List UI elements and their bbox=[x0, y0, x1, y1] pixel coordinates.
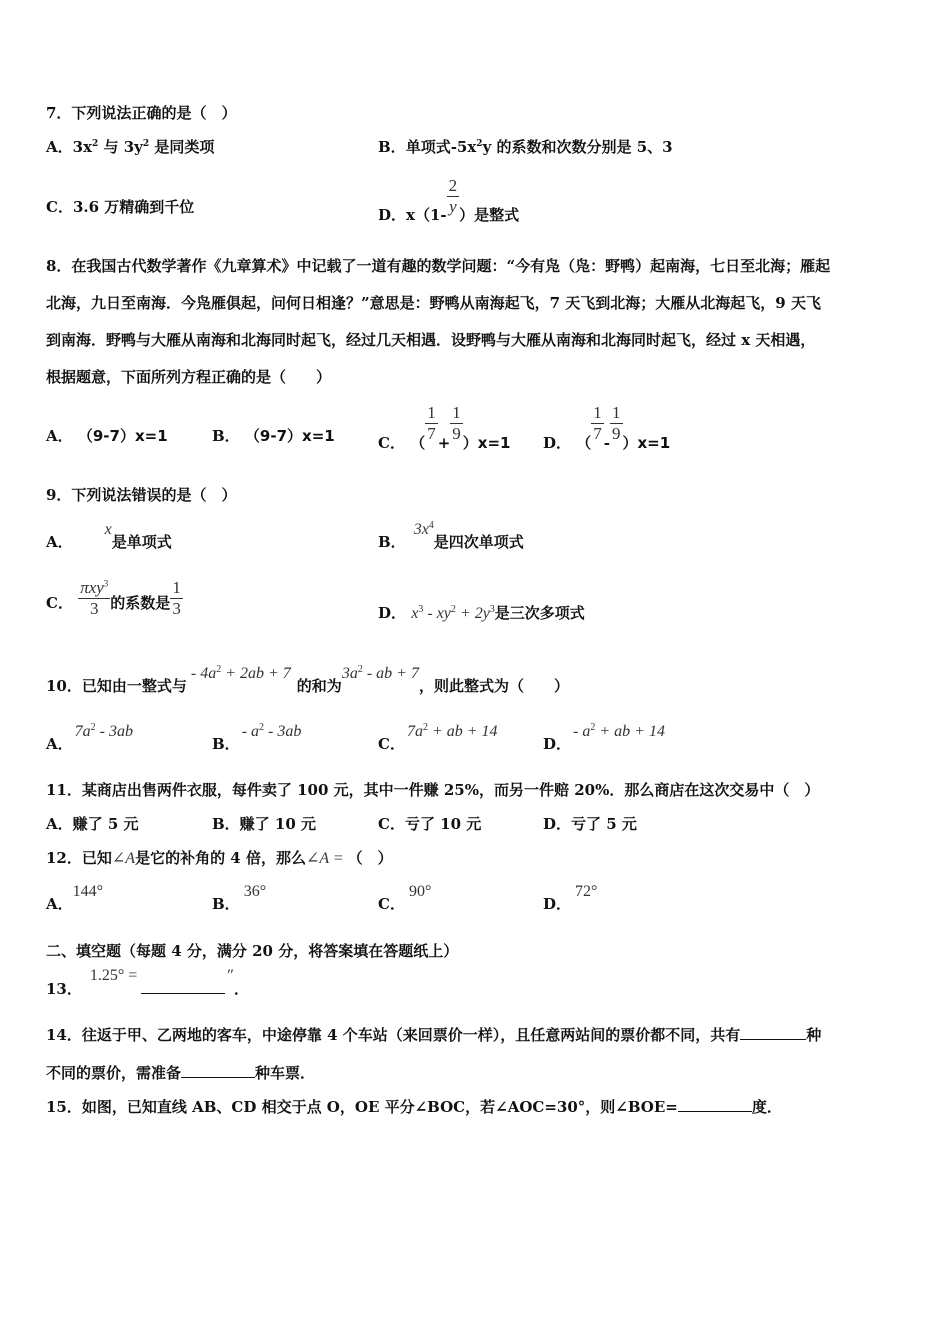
q14-line-1: 14．往返于甲、乙两地的客车，中途停靠 4 个车站（来回票价一样），且任意两站间的票价都不同，共有 种 bbox=[46, 1026, 822, 1044]
q8-line-2: 北海，九日至南海．今凫雁俱起，问何日相逢？”意思是：野鸭从南海起飞，7 天飞到北海；大雁从北海起飞，9 天飞 bbox=[46, 294, 821, 312]
q8-option-d: D． （ $\frac{1}{7}$ - $\frac{1}{9}$ ）x=1 bbox=[543, 403, 671, 453]
q11-option-a: A．赚了 5 元 bbox=[46, 815, 139, 833]
q12-option-b: B．36° bbox=[212, 883, 267, 913]
q9-option-c: C． $\frac{\pi xy^3}{3}$ 的系数是 $\frac{1}{3}$ bbox=[46, 578, 181, 618]
q11-option-b: B．赚了 10 元 bbox=[212, 815, 316, 833]
q11-option-c: C．亏了 10 元 bbox=[378, 815, 482, 833]
q8-option-c: C． （ $\frac{1}{7}$ + $\frac{1}{9}$ ）x=1 bbox=[378, 403, 511, 453]
q10-option-a: A．$7a^2 - 3ab$ bbox=[46, 722, 133, 753]
q12-option-d: D．72° bbox=[543, 883, 598, 913]
q10-option-d: D．- $a^2$ + ab + 14 bbox=[543, 722, 665, 753]
q8-line-4: 根据题意，下面所列方程正确的是（ ） bbox=[46, 368, 332, 386]
q11-option-d: D．亏了 5 元 bbox=[543, 815, 637, 833]
q9-stem: 9．下列说法错误的是（ ） bbox=[46, 486, 237, 504]
q15: 15．如图，已知直线 AB、CD 相交于点 O，OE 平分∠BOC，若∠AOC=30°，则∠BOE= 度． bbox=[46, 1098, 782, 1116]
answer-blank[interactable] bbox=[740, 1039, 806, 1040]
section-title: 二、填空题（每题 4 分，满分 20 分，将答案填在答题纸上） bbox=[46, 942, 459, 960]
q10-option-c: C．$7a^2$ + ab + 14 bbox=[378, 722, 498, 753]
q11-stem: 11．某商店出售两件衣服，每件卖了 100 元，其中一件赚 25%，而另一件赔 20%．那么商店在这次交易中（ ） bbox=[46, 781, 820, 799]
q7-option-d: D．x（1- $\frac{2}{y}$ ）是整式 bbox=[378, 176, 520, 225]
q8-line-3: 到南海．野鸭与大雁从南海和北海同时起飞，经过几天相遇．设野鸭与大雁从南海和北海同时起飞，经过 x 天相遇， bbox=[46, 331, 816, 349]
q10-stem: 10．已知由一整式与- $4a^2 + 2ab + 7$的和为$3a^2$ - ab + 7，则此整式为（ ） bbox=[46, 664, 569, 695]
q7-stem: 7．下列说法正确的是（ ） bbox=[46, 104, 237, 122]
fraction: $\frac{2}{y}$ bbox=[448, 176, 458, 216]
q12-stem: 12．已知∠A是它的补角的 4 倍，那么∠A = （ ） bbox=[46, 849, 393, 867]
q7-option-c: C．3.6 万精确到千位 bbox=[46, 198, 195, 216]
answer-blank[interactable] bbox=[141, 993, 225, 994]
q12-option-c: C．90° bbox=[378, 883, 432, 913]
q7-option-a: A．$3x^2$ 与 $3y^2$ 是同类项 bbox=[46, 138, 215, 156]
q9-option-a: A．x是单项式 bbox=[46, 521, 172, 551]
q14-line-2: 不同的票价，需准备 种车票． bbox=[46, 1064, 316, 1082]
q7-option-b: B．单项式$-5x^2y$ 的系数和次数分别是 5、3 bbox=[378, 138, 673, 156]
q10-option-b: B．- $a^2 - 3ab$ bbox=[212, 722, 302, 753]
q8-line-1: 8．在我国古代数学著作《九章算术》中记载了一道有趣的数学问题：“今有凫（凫：野鸭）起南海，七日至北海；雁起 bbox=[46, 257, 831, 275]
q8-option-b: B． （9-7）x=1 bbox=[212, 427, 335, 445]
q9-option-b: B．$3x^4$是四次单项式 bbox=[378, 520, 524, 551]
q9-option-d: D． $x^3 - xy^2 + 2y^3$是三次多项式 bbox=[378, 604, 585, 622]
answer-blank[interactable] bbox=[181, 1077, 255, 1078]
q13: 13．1.25° = ″． bbox=[46, 967, 249, 998]
q8-option-a: A． （9-7）x=1 bbox=[46, 427, 168, 445]
answer-blank[interactable] bbox=[678, 1111, 752, 1112]
q12-option-a: A．144° bbox=[46, 883, 104, 913]
